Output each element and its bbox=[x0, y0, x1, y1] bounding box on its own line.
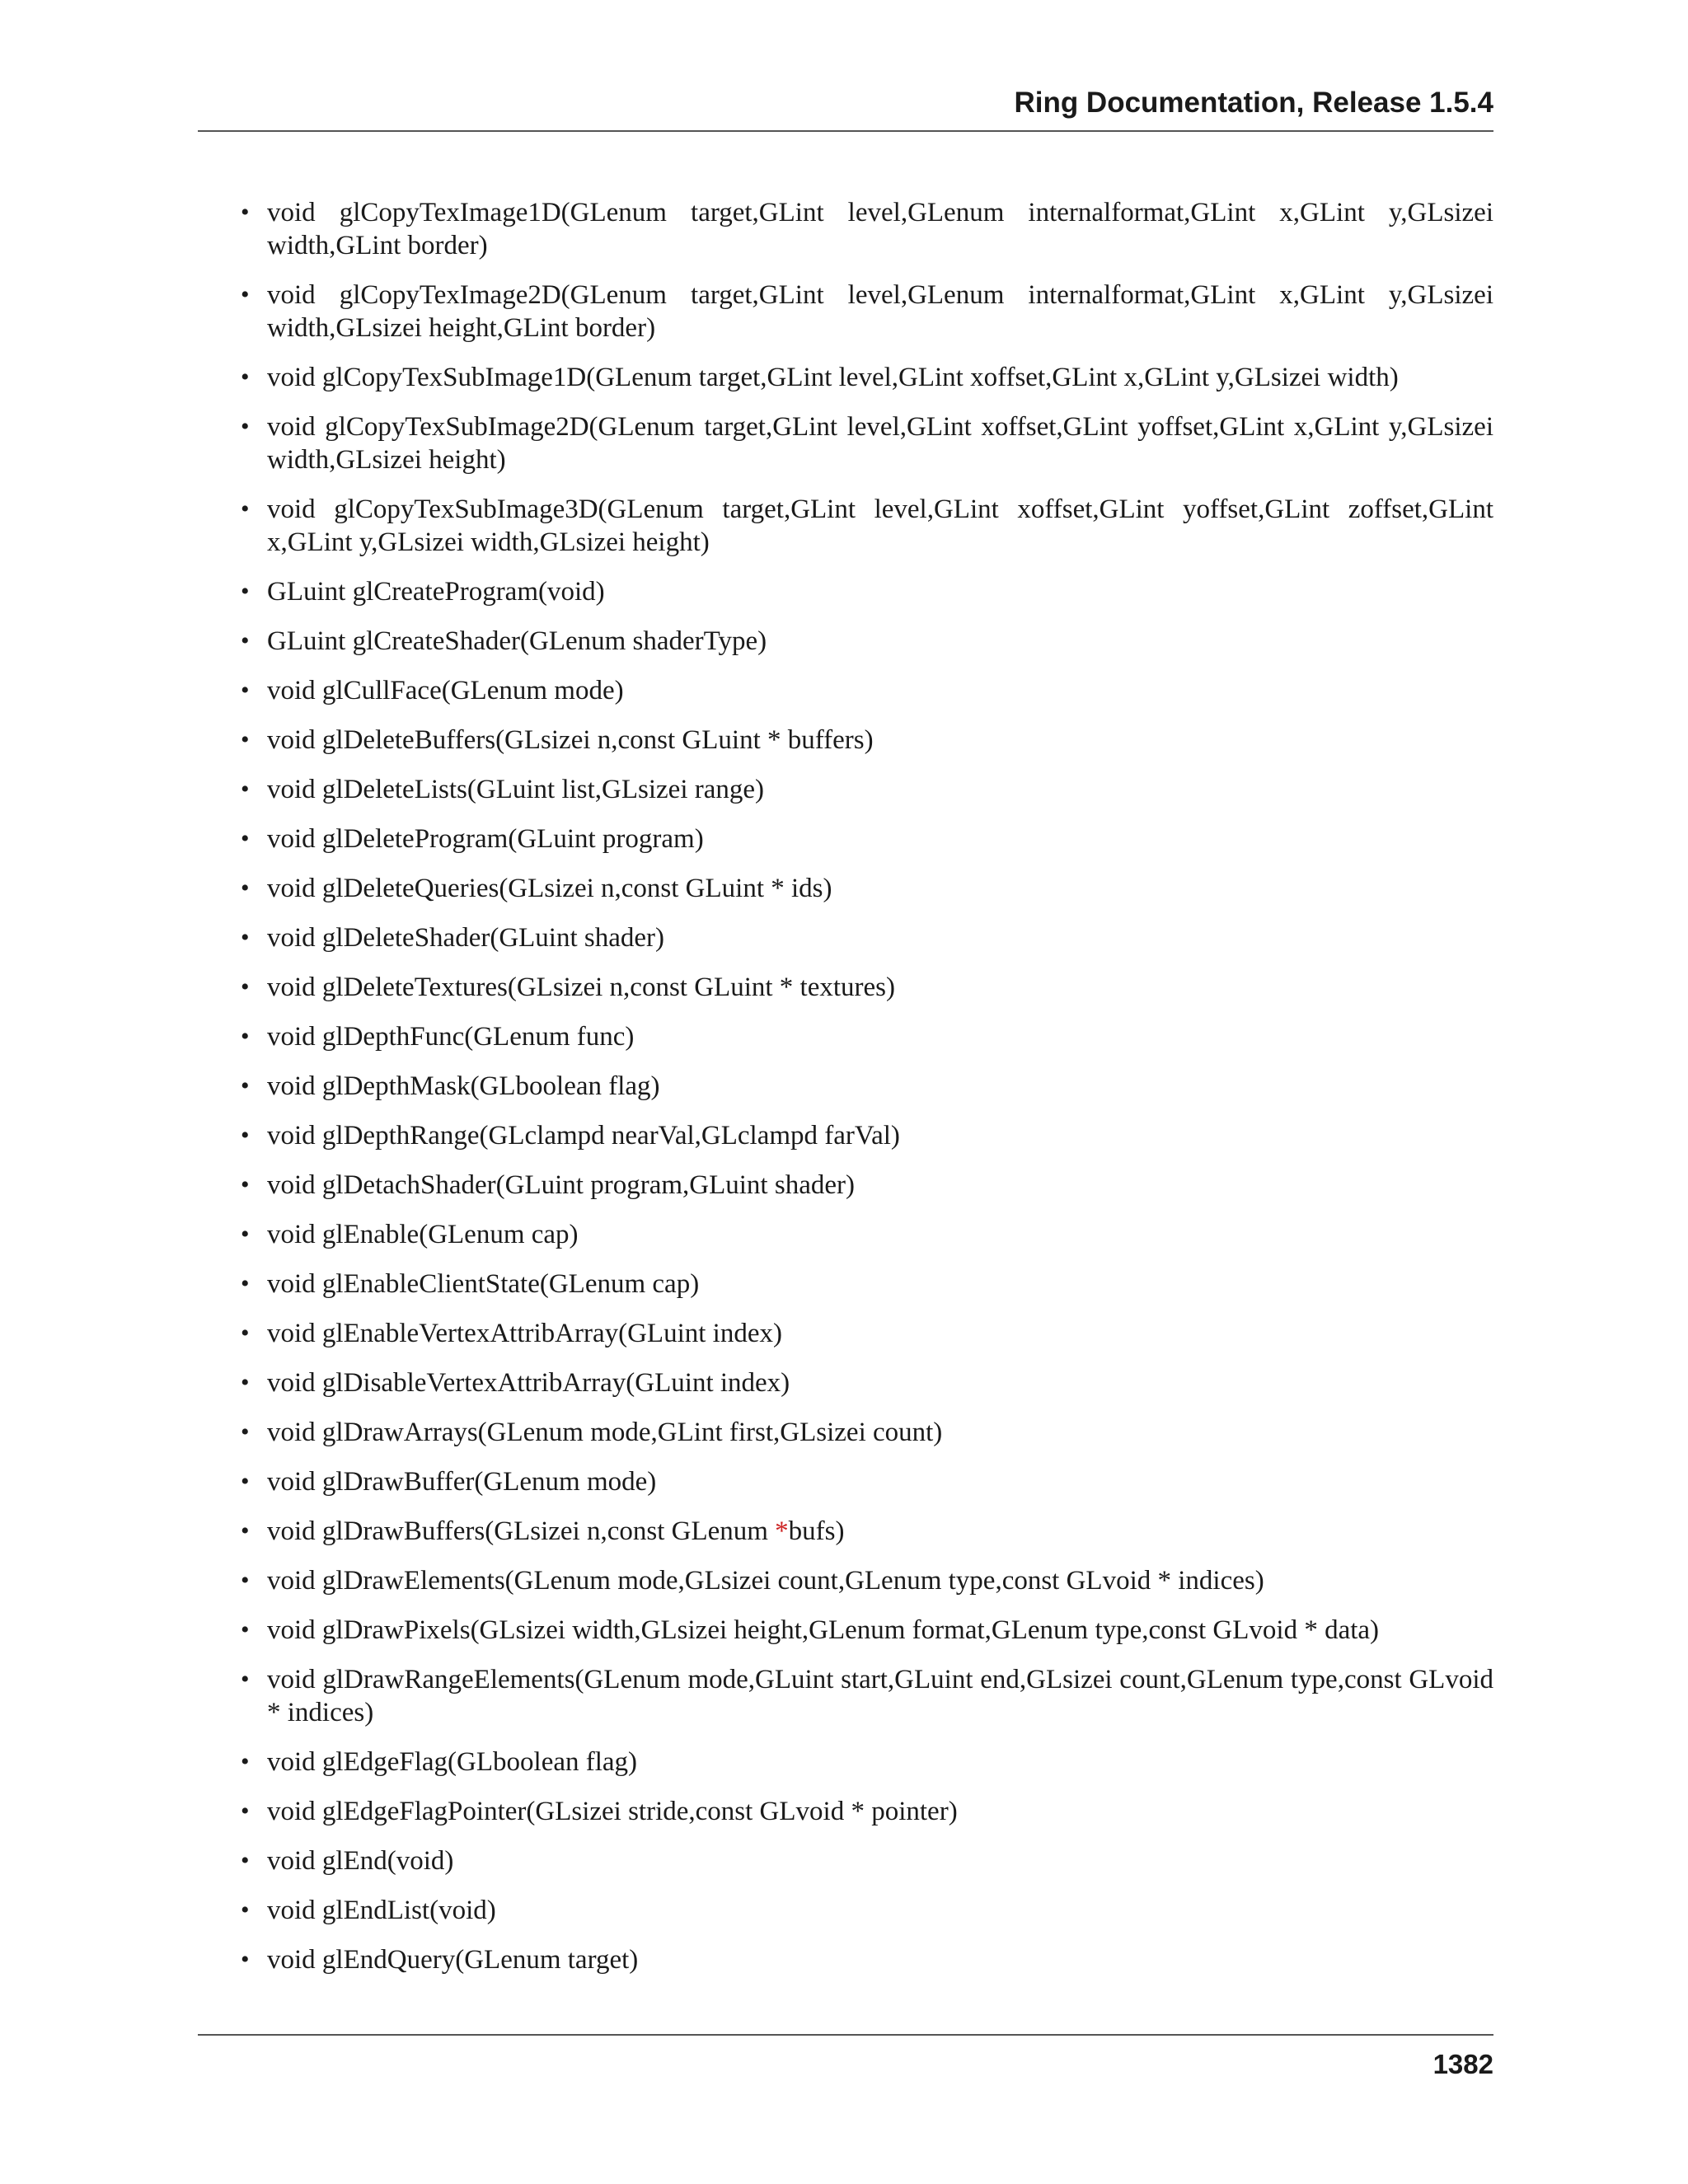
function-list bbox=[198, 196, 1493, 1976]
list-item bbox=[198, 773, 1493, 806]
bullet-icon: • bbox=[241, 1567, 250, 1594]
list-item bbox=[198, 1366, 1493, 1399]
function-signature: void glDeleteTextures(GLsizei n,const GLuint * textures) bbox=[267, 972, 895, 1002]
bullet-icon: • bbox=[241, 1418, 250, 1446]
bullet-icon: • bbox=[241, 1122, 250, 1149]
list-item bbox=[198, 1119, 1493, 1152]
signature-text: bufs) bbox=[788, 1516, 845, 1546]
function-signature: void glDepthFunc(GLenum func) bbox=[267, 1022, 635, 1052]
function-signature: void glEnable(GLenum cap) bbox=[267, 1220, 579, 1249]
function-signature: void glEdgeFlag(GLboolean flag) bbox=[267, 1747, 638, 1777]
function-signature: void glDrawArrays(GLenum mode,GLint first,GLsizei count) bbox=[267, 1418, 943, 1447]
function-signature: void glEnableClientState(GLenum cap) bbox=[267, 1269, 700, 1299]
highlighted-asterisk: * bbox=[775, 1516, 789, 1546]
list-item bbox=[198, 1943, 1493, 1976]
bullet-icon: • bbox=[241, 1616, 250, 1643]
page-footer bbox=[198, 2034, 1493, 2085]
function-signature: void glDepthRange(GLclampd nearVal,GLclampd farVal) bbox=[267, 1121, 900, 1151]
bullet-icon: • bbox=[241, 973, 250, 1001]
list-item bbox=[198, 625, 1493, 658]
list-item bbox=[198, 1795, 1493, 1828]
bullet-icon: • bbox=[241, 1468, 250, 1495]
list-item bbox=[198, 1416, 1493, 1449]
list-item bbox=[198, 1169, 1493, 1202]
function-signature: GLuint glCreateShader(GLenum shaderType) bbox=[267, 626, 767, 656]
function-signature: void glDetachShader(GLuint program,GLuint shader) bbox=[267, 1170, 855, 1200]
function-signature: void glDrawBuffer(GLenum mode) bbox=[267, 1467, 657, 1497]
bullet-icon: • bbox=[241, 726, 250, 753]
function-signature: void glDepthMask(GLboolean flag) bbox=[267, 1071, 660, 1101]
bullet-icon: • bbox=[241, 1072, 250, 1099]
bullet-icon: • bbox=[241, 1270, 250, 1297]
list-item bbox=[198, 921, 1493, 954]
bullet-icon: • bbox=[241, 1946, 250, 1973]
function-signature: void glDisableVertexAttribArray(GLuint index) bbox=[267, 1368, 790, 1398]
function-signature: void glDrawElements(GLenum mode,GLsizei count,GLenum type,const GLvoid * indices) bbox=[267, 1566, 1264, 1596]
list-item bbox=[198, 410, 1493, 476]
page-header bbox=[198, 89, 1493, 132]
list-item bbox=[198, 1663, 1493, 1729]
bullet-icon: • bbox=[241, 1319, 250, 1347]
bullet-icon: • bbox=[241, 1797, 250, 1825]
main-content bbox=[198, 196, 1493, 1993]
function-signature: void glDeleteProgram(GLuint program) bbox=[267, 824, 704, 854]
function-signature: void glDrawRangeElements(GLenum mode,GLuint start,GLuint end,GLsizei count,GLenum type,const GLvoid * indices) bbox=[267, 1665, 1493, 1727]
function-signature: void glDeleteShader(GLuint shader) bbox=[267, 923, 665, 953]
list-item bbox=[198, 196, 1493, 262]
function-signature: void glCullFace(GLenum mode) bbox=[267, 676, 624, 705]
function-signature: void glDeleteLists(GLuint list,GLsizei range) bbox=[267, 775, 765, 804]
list-item bbox=[198, 724, 1493, 757]
function-signature: void glEndQuery(GLenum target) bbox=[267, 1945, 639, 1975]
list-item bbox=[198, 1020, 1493, 1053]
bullet-icon: • bbox=[241, 677, 250, 704]
list-item bbox=[198, 1614, 1493, 1647]
document-title: Ring Documentation, Release 1.5.4 bbox=[1014, 87, 1493, 119]
list-item bbox=[198, 361, 1493, 394]
function-signature: GLuint glCreateProgram(void) bbox=[267, 577, 605, 607]
list-item bbox=[198, 674, 1493, 707]
list-item bbox=[198, 1465, 1493, 1498]
bullet-icon: • bbox=[241, 363, 250, 391]
bullet-icon: • bbox=[241, 924, 250, 951]
bullet-icon: • bbox=[241, 1517, 250, 1544]
list-item bbox=[198, 575, 1493, 608]
list-item bbox=[198, 279, 1493, 344]
bullet-icon: • bbox=[241, 1847, 250, 1874]
list-item bbox=[198, 1268, 1493, 1301]
bullet-icon: • bbox=[241, 825, 250, 852]
bullet-icon: • bbox=[241, 874, 250, 902]
bullet-icon: • bbox=[241, 1896, 250, 1924]
list-item bbox=[198, 1844, 1493, 1877]
function-signature: void glCopyTexImage1D(GLenum target,GLint level,GLenum internalformat,GLint x,GLint y,GLsizei width,GLint border) bbox=[267, 198, 1493, 260]
function-signature: void glEnableVertexAttribArray(GLuint index) bbox=[267, 1319, 782, 1348]
list-item bbox=[198, 1894, 1493, 1927]
function-signature: void glEdgeFlagPointer(GLsizei stride,const GLvoid * pointer) bbox=[267, 1797, 958, 1826]
bullet-icon: • bbox=[241, 413, 250, 440]
page-number: 1382 bbox=[1432, 2049, 1493, 2079]
bullet-icon: • bbox=[241, 1171, 250, 1198]
list-item bbox=[198, 872, 1493, 905]
function-signature: void glCopyTexSubImage1D(GLenum target,GLint level,GLint xoffset,GLint x,GLint y,GLsizei width) bbox=[267, 363, 1399, 392]
list-item bbox=[198, 1070, 1493, 1103]
bullet-icon: • bbox=[241, 281, 250, 308]
bullet-icon: • bbox=[241, 1221, 250, 1248]
bullet-icon: • bbox=[241, 578, 250, 605]
signature-text: void glDrawBuffers(GLsizei n,const GLenum bbox=[267, 1516, 776, 1546]
bullet-icon: • bbox=[241, 1748, 250, 1775]
list-item bbox=[198, 823, 1493, 855]
function-signature: void glDrawPixels(GLsizei width,GLsizei height,GLenum format,GLenum type,const GLvoid * data) bbox=[267, 1615, 1380, 1645]
list-item bbox=[198, 1746, 1493, 1779]
bullet-icon: • bbox=[241, 1666, 250, 1693]
list-item bbox=[198, 493, 1493, 559]
bullet-icon: • bbox=[241, 1023, 250, 1050]
function-signature: void glEndList(void) bbox=[267, 1896, 496, 1925]
list-item bbox=[198, 971, 1493, 1004]
function-signature: void glCopyTexImage2D(GLenum target,GLint level,GLenum internalformat,GLint x,GLint y,GLsizei width,GLsizei height,GLint border) bbox=[267, 280, 1493, 343]
function-signature: void glEnd(void) bbox=[267, 1846, 454, 1876]
list-item bbox=[198, 1564, 1493, 1597]
function-signature: void glCopyTexSubImage3D(GLenum target,GLint level,GLint xoffset,GLint yoffset,GLint zoffset,GLint x,GLint y,GLsizei width,GLsizei height) bbox=[267, 494, 1493, 557]
function-signature: void glDeleteQueries(GLsizei n,const GLuint * ids) bbox=[267, 874, 832, 903]
bullet-icon: • bbox=[241, 495, 250, 523]
list-item bbox=[198, 1515, 1493, 1548]
bullet-icon: • bbox=[241, 627, 250, 654]
function-signature: void glDeleteBuffers(GLsizei n,const GLuint * buffers) bbox=[267, 725, 874, 755]
function-signature: void glCopyTexSubImage2D(GLenum target,GLint level,GLint xoffset,GLint yoffset,GLint x,GLint y,GLsizei width,GLsizei height) bbox=[267, 412, 1493, 475]
bullet-icon: • bbox=[241, 776, 250, 803]
list-item bbox=[198, 1317, 1493, 1350]
bullet-icon: • bbox=[241, 1369, 250, 1396]
list-item bbox=[198, 1218, 1493, 1251]
bullet-icon: • bbox=[241, 199, 250, 226]
function-signature bbox=[267, 1516, 845, 1546]
